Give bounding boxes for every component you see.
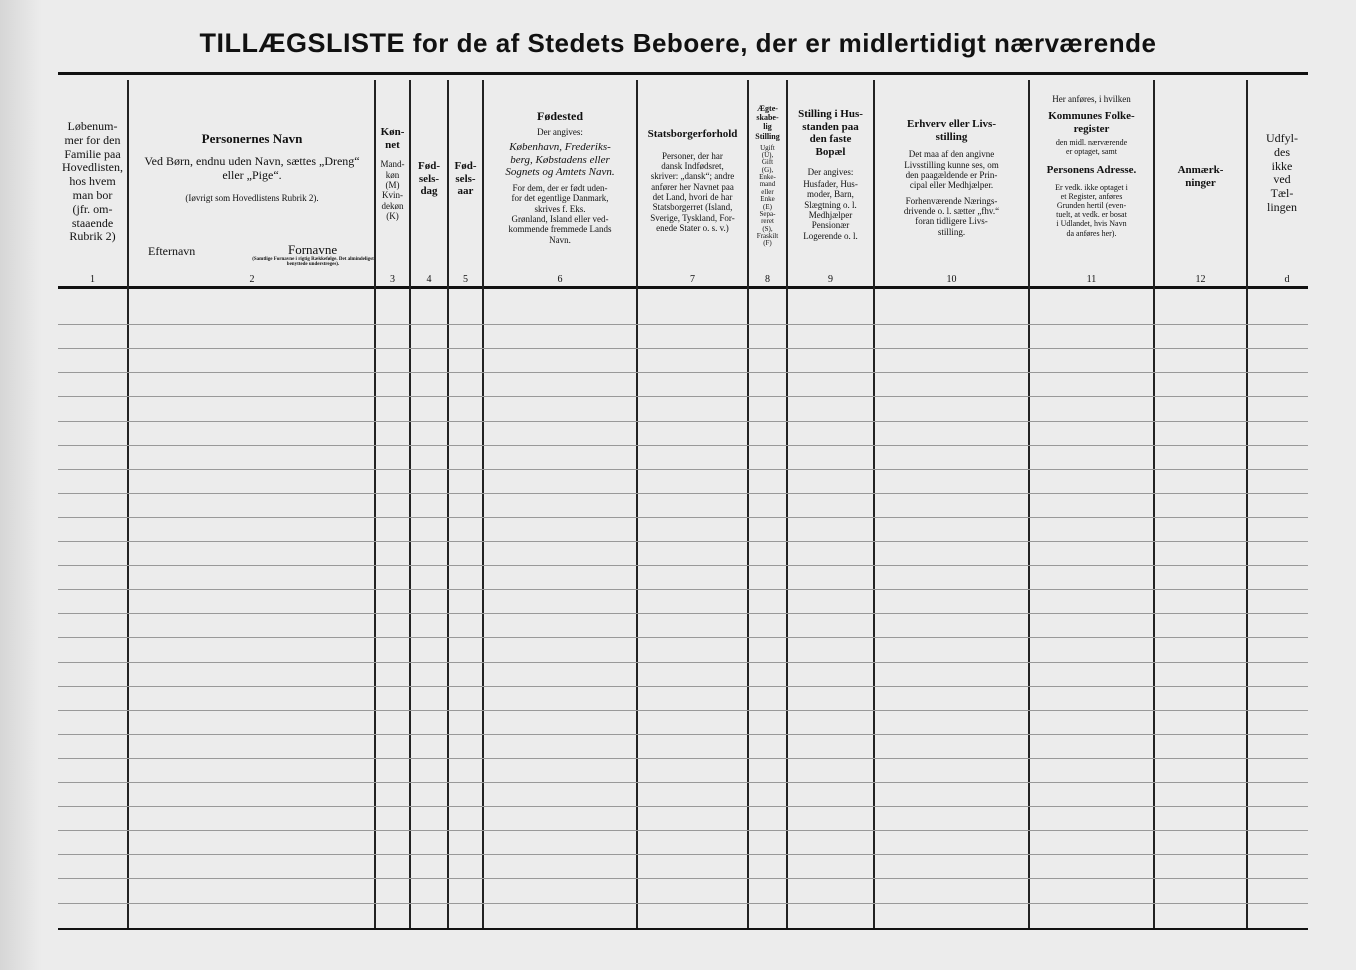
header-text: For dem, der er født uden- for det egentlige Danmark, skrives f. Eks. Grønland, Island eller ved- kommende fremmede Lands Navn.	[508, 183, 612, 245]
table-row-line	[58, 854, 1308, 855]
column-number: 8	[765, 274, 770, 285]
table-row-line	[58, 324, 1308, 325]
header-heading: Personernes Navn	[201, 132, 303, 146]
table-row-line	[58, 830, 1308, 831]
column-number: 6	[557, 274, 563, 285]
header-text: ved	[1273, 172, 1291, 187]
header-pre: Her anføres, i hvilken	[1052, 94, 1131, 104]
header-text: den midl. nærværende er optaget, samt	[1055, 137, 1128, 156]
header-heading: Stilling i Hus- standen paa den faste Bopæl	[798, 108, 863, 158]
column-number: 11	[1086, 274, 1097, 285]
column-number: 5	[463, 274, 468, 285]
header-text: Tæl-	[1270, 186, 1294, 201]
subheader-fornavne-note: (Samtlige Fornavne i rigtig Rækkefølge. Det almindeligst benyttede understreges).	[252, 257, 374, 268]
table-row-line	[58, 469, 1308, 470]
header-heading: Personens Adresse.	[1046, 164, 1137, 176]
header-text: staaende	[71, 215, 114, 230]
table-row-line	[58, 421, 1308, 422]
table-row-line	[58, 613, 1308, 614]
header-col-1	[58, 120, 127, 296]
subheader-fornavne: Fornavne	[288, 242, 338, 257]
column-number: 2	[249, 274, 255, 285]
table-row-line	[58, 662, 1308, 663]
header-text: Udfyl-	[1266, 132, 1298, 145]
column-divider	[127, 80, 129, 928]
top-rule	[58, 72, 1308, 75]
header-text: Er vedk. ikke optaget i et Register, anføres Grunden hertil (even- tuelt, at vedk. er bosat i Udlandet, hvis Navn da anføres her).	[1055, 182, 1128, 238]
table-row-line	[58, 541, 1308, 542]
header-italic: København, Frederiks- berg, Købstadens eller Sognets og Amtets Navn.	[505, 141, 615, 179]
header-note: (Iøvrigt som Hovedlistens Rubrik 2).	[185, 192, 319, 203]
header-text: hos hvem	[69, 174, 116, 189]
header-heading: Fød- sels- dag	[418, 160, 440, 198]
column-number: 12	[1195, 274, 1206, 285]
header-text: Husfader, Hus- moder, Barn, Slægtning o. l. Medhjælper Pensionær Logerende o. l.	[803, 178, 858, 241]
header-text: Ved Børn, endnu uden Navn, sættes „Dreng“ eller „Pige“.	[144, 153, 360, 182]
header-text: Familie paa	[64, 146, 121, 161]
table-row-line	[58, 734, 1308, 735]
table-row-line	[58, 348, 1308, 349]
table-row-line	[58, 372, 1308, 373]
header-heading: Fød- sels- aar	[454, 160, 477, 198]
header-text: Løbenum-	[67, 120, 118, 133]
header-col-11	[1030, 94, 1153, 270]
table-row-line	[58, 493, 1308, 494]
header-heading: Statsborgerforhold	[647, 128, 738, 140]
header-heading: Køn- net	[380, 126, 405, 151]
header-heading: Kommunes Folke- register	[1048, 110, 1135, 135]
header-text: mer for den	[64, 132, 121, 147]
header-heading: Ægte- skabe- lig Stilling	[755, 104, 780, 141]
header-text: (jfr. om-	[72, 201, 113, 216]
table-row-line	[58, 445, 1308, 446]
title-rest: for de af Stedets Beboere, der er midlertidigt nærværende	[412, 28, 1157, 58]
header-col-12	[1155, 164, 1246, 340]
header-text: Mand- køn (M) Kvin- dekøn (K)	[380, 159, 405, 221]
subheader-efternavn: Efternavn	[148, 244, 196, 258]
table-row-line	[58, 782, 1308, 783]
table-row-line	[58, 806, 1308, 807]
header-heading: Erhverv eller Livs- stilling	[907, 118, 996, 143]
header-text: Hovedlisten,	[62, 160, 123, 175]
header-text: Ugift (U), Gift (G), Enke- mand eller Enke (E) Sepa- reret (S), Fraskilt (F)	[756, 143, 779, 248]
header-sub: Der angives:	[807, 166, 854, 177]
header-col-6	[484, 110, 636, 286]
header-col-5	[449, 160, 482, 336]
form-title	[0, 28, 1356, 59]
page-edge	[0, 0, 42, 970]
header-col-4	[411, 160, 447, 336]
title-prefix: TILLÆGSLISTE	[199, 28, 406, 58]
table-row-line	[58, 686, 1308, 687]
table-row-line	[58, 396, 1308, 397]
column-number: 1	[90, 274, 95, 285]
column-number: 9	[828, 274, 833, 285]
header-col-8	[749, 104, 786, 280]
header-text: Forhenværende Nærings- drivende o. l. sætter „fhv.“ foran tidligere Livs- stilling.	[903, 195, 1000, 237]
table-row-line	[58, 637, 1308, 638]
header-text: Det maa af den angivne Livsstilling kunne ses, om den paagældende er Prin- cipal eller Medhjælper.	[904, 149, 999, 191]
header-heading: Anmærk- ninger	[1177, 164, 1224, 189]
table-row-line	[58, 903, 1308, 904]
header-text: des	[1274, 144, 1290, 159]
header-text: Personer, der har dansk Indfødsret, skriver: „dansk“; andre anfører her Navnet paa det Land, hvori de har Statsborgerret (Island, Sverige, Tyskland, For- enede Stater o. s. v.)	[650, 150, 735, 234]
header-text: man bor	[72, 187, 113, 202]
header-col-9	[788, 108, 873, 284]
table-row-line	[58, 565, 1308, 566]
header-col-10	[875, 118, 1028, 294]
header-sub: Der angives:	[537, 126, 583, 137]
column-number: 4	[426, 274, 432, 285]
header-heading: Fødested	[537, 110, 583, 123]
header-text: ikke	[1271, 158, 1293, 173]
table-row-line	[58, 589, 1308, 590]
header-text: lingen	[1267, 199, 1297, 214]
table-row-line	[58, 758, 1308, 759]
column-number: 10	[946, 274, 957, 285]
bottom-rule	[58, 928, 1308, 930]
table-row-line	[58, 710, 1308, 711]
table-row-line	[58, 517, 1308, 518]
column-number: d	[1284, 274, 1290, 285]
column-number: 7	[690, 274, 695, 285]
column-number: 3	[390, 274, 395, 285]
table-row-line	[58, 878, 1308, 879]
header-text: Rubrik 2)	[69, 229, 116, 244]
